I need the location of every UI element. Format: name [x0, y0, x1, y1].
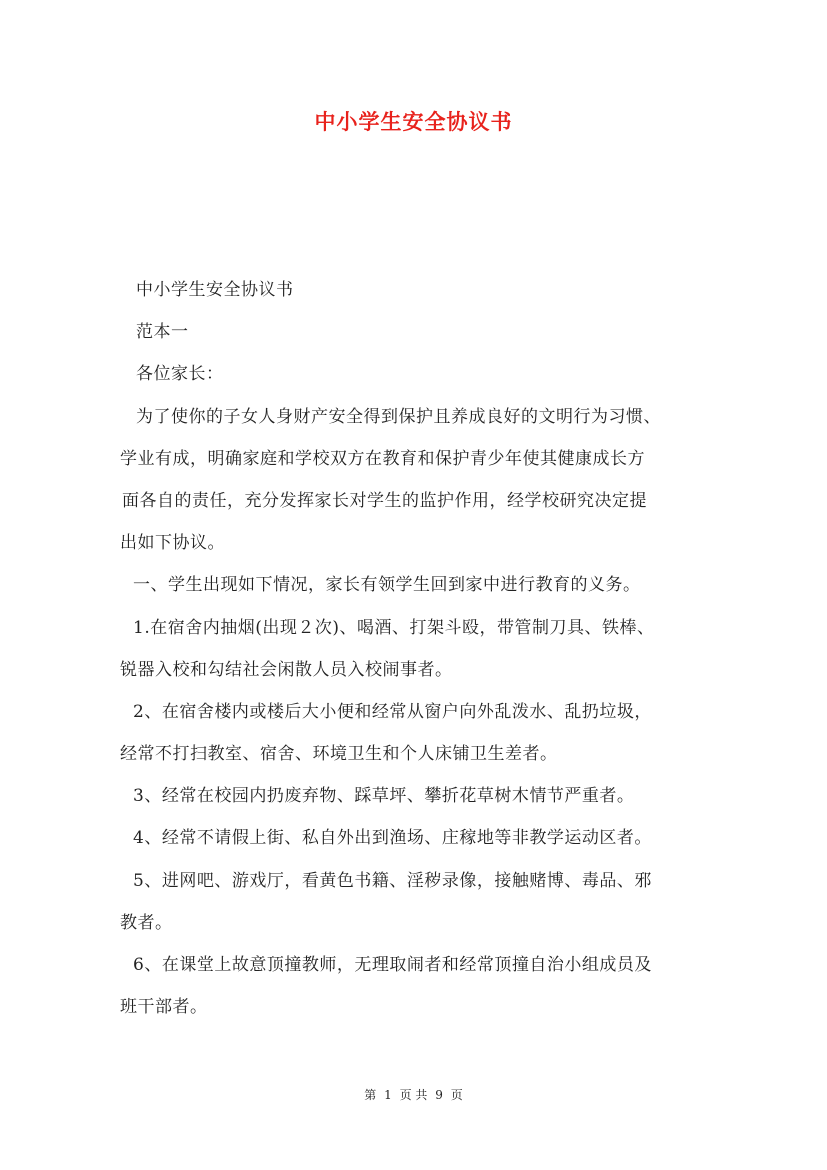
document-body	[120, 282, 720, 1041]
body-line: 5、进网吧、游戏厅，看黄色书籍、淫秽录像，接触赌博、毒品、邪	[133, 870, 652, 891]
body-line: 各位家长：	[136, 364, 224, 385]
body-line: 出如下协议。	[120, 533, 225, 554]
footer-mid: 页 共	[399, 1088, 428, 1102]
body-line: 为了使你的子女人身财产安全得到保护且养成良好的文明行为习惯、	[136, 406, 661, 427]
body-line: 范本一	[136, 322, 189, 343]
body-line: 锐器入校和勾结社会闲散人员入校闹事者。	[120, 659, 453, 680]
body-line: 经常不打扫教室、宿舍、环境卫生和个人床铺卫生差者。	[120, 744, 558, 765]
body-line: 教者。	[120, 912, 173, 933]
footer-prefix: 第	[364, 1088, 377, 1102]
body-line: 班干部者。	[120, 997, 208, 1018]
footer-suffix: 页	[450, 1088, 463, 1102]
body-line: 面各自的责任，充分发挥家长对学生的监护作用，经学校研究决定提	[122, 490, 647, 511]
body-line: 3、经常在校园内扔废弃物、踩草坪、攀折花草树木情节严重者。	[133, 786, 635, 807]
page-footer	[0, 1086, 827, 1103]
page-total: 9	[435, 1088, 443, 1102]
body-line: 6、在课堂上故意顶撞教师，无理取闹者和经常顶撞自治小组成员及	[133, 955, 652, 975]
body-line: 一、学生出现如下情况，家长有领学生回到家中进行教育的义务。	[133, 575, 641, 596]
body-line: 中小学生安全协议书	[136, 280, 294, 300]
document-title: 中小学生安全协议书	[314, 109, 513, 134]
body-line: 1.在宿舍内抽烟(出现２次)、喝酒、打架斗殴，带管制刀具、铁棒、	[133, 617, 655, 638]
body-line: 学业有成，明确家庭和学校双方在教育和保护青少年使其健康成长方	[120, 448, 645, 469]
page-number: 1	[384, 1088, 392, 1102]
body-line: 2、在宿舍楼内或楼后大小便和经常从窗户向外乱泼水、乱扔垃圾，	[133, 701, 652, 722]
body-line: 4、经常不请假上街、私自外出到渔场、庄稼地等非教学运动区者。	[133, 828, 652, 849]
